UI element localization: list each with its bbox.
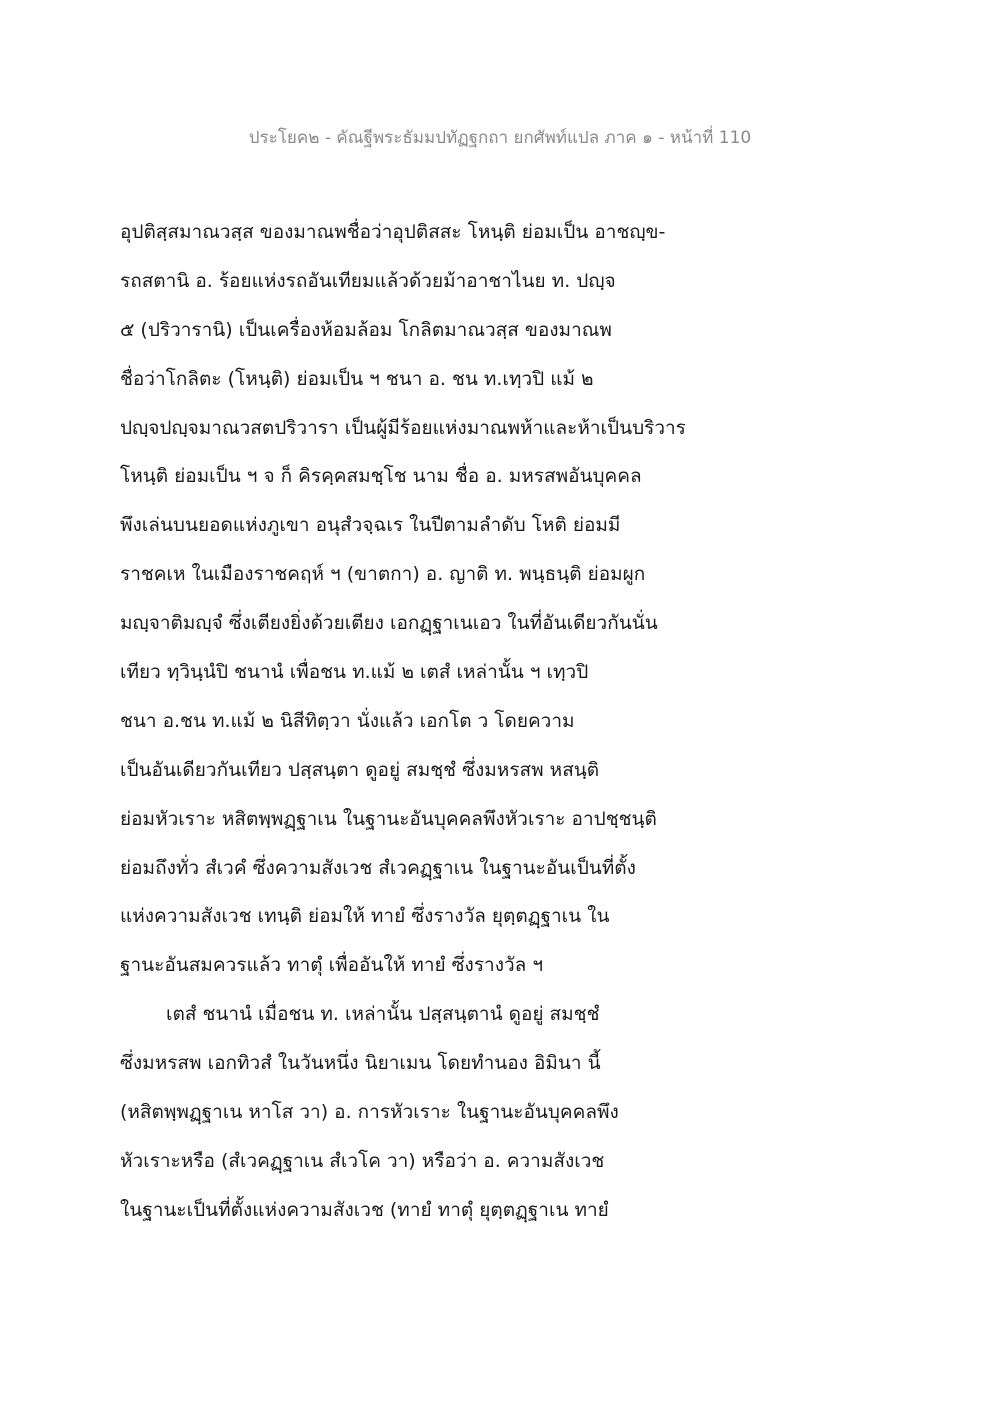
text-line: ๕ (ปริวารานิ) เป็นเครื่องห้อมล้อม โกลิตมาณวสฺส ของมาณพ xyxy=(120,318,612,341)
text-line: ย่อมถึงทั่ว สํเวคํ ซึ่งความสังเวช สํเวคฏฺฐาเน ในฐานะอันเป็นที่ตั้ง xyxy=(120,856,636,879)
text-line: อุปติสฺสมาณวสฺส ของมาณพชื่อว่าอุปติสสะ โหนฺติ ย่อมเป็น อาชญฺข- xyxy=(120,221,666,243)
text-line: ย่อมหัวเราะ หสิตพฺพฏฺฐาเน ในฐานะอันบุคคลพึงหัวเราะ อาปชฺชนฺติ xyxy=(120,807,657,830)
text-line: ชนา อ.ชน ท.แม้ ๒ นิสีทิตฺวา นั่งแล้ว เอกโต ว โดยความ xyxy=(120,709,575,732)
text-line: ราชคเห ในเมืองราชคฤห์ ฯ (ขาตกา) อ. ญาติ ท. พนฺธนฺติ ย่อมผูก xyxy=(120,563,646,586)
text-line: (หสิตพฺพฏฺฐาเน หาโส วา) อ. การหัวเราะ ในฐานะอันบุคคลพึง xyxy=(120,1101,619,1124)
text-line: แห่งความสังเวช เทนฺติ ย่อมให้ ทายํ ซึ่งรางวัล ยุตฺตฏฺฐาเน ใน xyxy=(120,905,610,928)
running-header: ประโยค๒ - คัณฐีพระธัมมปทัฏฐกถา ยกศัพท์แปล ภาค ๑ - หน้าที่ 110 xyxy=(248,128,752,148)
text-line: ซึ่งมหรสพ เอกทิวสํ ในวันหนึ่ง นิยาเมน โดยทำนอง อิมินา นี้ xyxy=(120,1052,601,1075)
body-text xyxy=(120,208,860,1235)
text-line: ปญฺจปญฺจมาณวสตปริวารา เป็นผู้มีร้อยแห่งมาณพห้าและห้าเป็นบริวาร xyxy=(120,416,686,439)
text-line: มญฺจาติมญฺจํ ซึ่งเตียงยิ่งด้วยเตียง เอกฏฺฐาเนเอว ในที่อันเดียวกันนั่น xyxy=(120,612,658,635)
text-line: รถสตานิ อ. ร้อยแห่งรถอันเทียมแล้วด้วยม้าอาชาไนย ท. ปญฺจ xyxy=(120,269,616,292)
text-line: พึงเล่นบนยอดแห่งภูเขา อนุสํวจฺฉเร ในปีตามลำดับ โหติ ย่อมมี xyxy=(120,514,621,537)
text-line: เทียว ทฺวินฺนํปิ ชนานํ เพื่อชน ท.แม้ ๒ เตสํ เหล่านั้น ฯ เทฺวปิ xyxy=(120,661,589,684)
text-line: โหนฺติ ย่อมเป็น ฯ จ ก็ คิรคฺคสมชฺโช นาม ชื่อ อ. มหรสพอันบุคคล xyxy=(120,465,642,488)
text-line: หัวเราะหรือ (สํเวคฏฺฐาเน สํเวโค วา) หรือว่า อ. ความสังเวช xyxy=(120,1149,605,1172)
text-line: ฐานะอันสมควรแล้ว ทาตุํ เพื่ออันให้ ทายํ ซึ่งรางวัล ฯ xyxy=(120,954,544,977)
text-line: เป็นอันเดียวกันเทียว ปสฺสนฺตา ดูอยู่ สมชฺชํ ซึ่งมหรสพ หสนฺติ xyxy=(120,758,600,781)
paragraph-start-line: เตสํ ชนานํ เมื่อชน ท. เหล่านั้น ปสฺสนฺตานํ ดูอยู่ สมชฺชํ xyxy=(166,1003,600,1026)
text-line: ในฐานะเป็นที่ตั้งแห่งความสังเวช (ทายํ ทาตุํ ยุตฺตฏฺฐาเน ทายํ xyxy=(120,1198,609,1221)
text-line: ชื่อว่าโกลิตะ (โหนฺติ) ย่อมเป็น ฯ ชนา อ. ชน ท.เทฺวปิ แม้ ๒ xyxy=(120,367,594,390)
